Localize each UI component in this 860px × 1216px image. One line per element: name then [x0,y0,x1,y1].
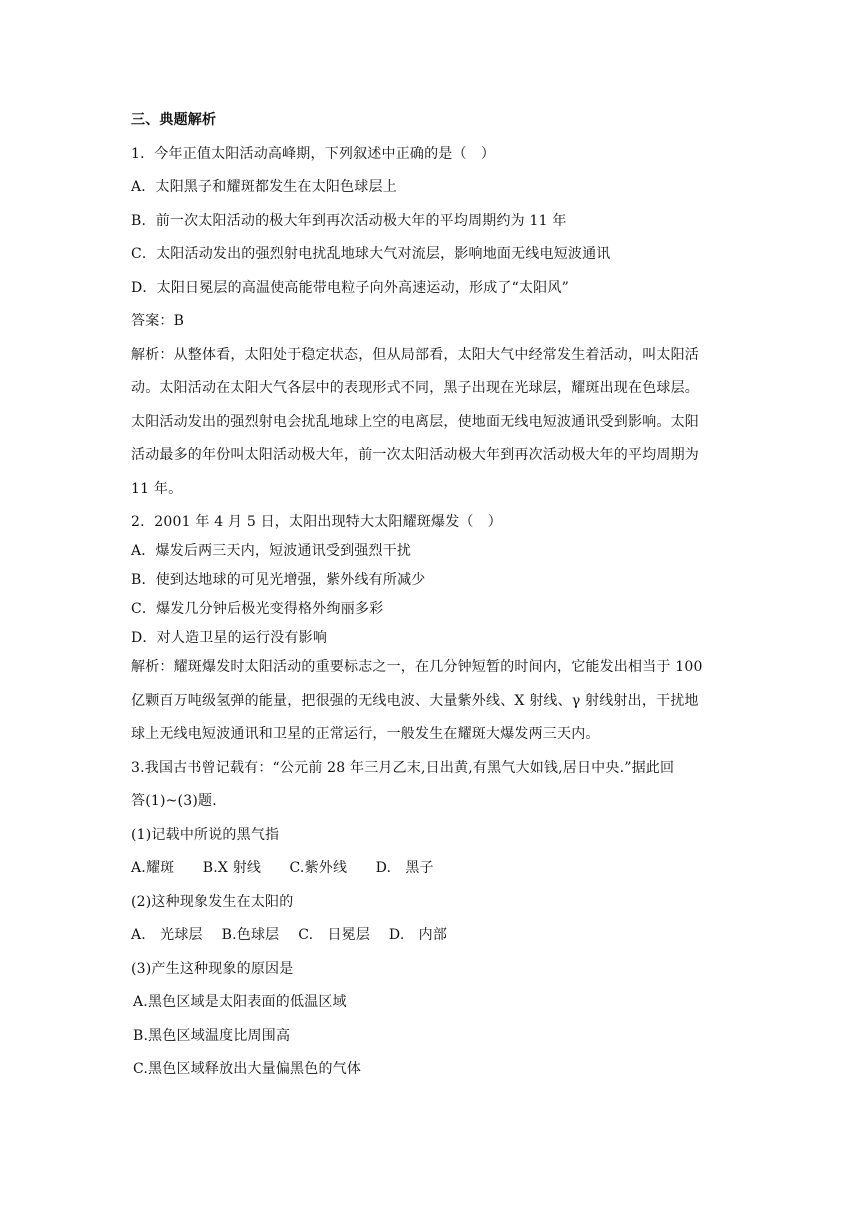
question-1-option-d: D．太阳日冕层的高温使高能带电粒子向外高速运动，形成了“太阳风” [131,279,569,296]
section-heading: 三、典题解析 [131,112,217,128]
question-3-sub1-stem: (1)记载中所说的黑气指 [131,826,280,843]
document-body [131,110,731,1093]
question-1-option-c: C．太阳活动发出的强烈射电扰乱地球大气对流层，影响地面无线电短波通讯 [131,246,611,262]
question-2-option-b: B．使到达地球的可见光增强，紫外线有所减少 [131,572,426,588]
question-1-analysis-line: 太阳活动发出的强烈射电会扰乱地球上空的电离层，使地面无线电短波通讯受到影响。太阳 [131,413,699,430]
question-2-option-d: D．对人造卫星的运行没有影响 [131,630,328,646]
question-1-answer: 答案：B [131,313,185,329]
question-1-option-b: B．前一次太阳活动的极大年到再次活动极大年的平均周期约为 11 年 [131,212,567,229]
question-3-stem-line: 3.我国古书曾记载有：“公元前 28 年三月乙末,日出黄,有黑气大如钱,居日中央.”据此回 [131,759,675,776]
question-1-analysis-line: 动。太阳活动在太阳大气各层中的表现形式不同，黑子出现在光球层，耀斑出现在色球层。 [131,380,699,396]
question-2-option-a: A．爆发后两三天内，短波通讯受到强烈干扰 [131,543,412,559]
question-2-option-c: C．爆发几分钟后极光变得格外绚丽多彩 [131,601,384,617]
question-1-analysis-line: 活动最多的年份叫太阳活动极大年，前一次太阳活动极大年到再次活动极大年的平均周期为 [131,447,699,463]
question-3-stem-line: 答(1)~(3)题. [131,793,217,809]
question-1-stem: 1．今年正值太阳活动高峰期，下列叙述中正确的是（ ） [131,145,496,162]
question-3 [131,758,731,1080]
question-2-analysis-line: 解析：耀斑爆发时太阳活动的重要标志之一，在几分钟短暂的时间内，它能发出相当于 100 [131,659,703,675]
question-3-sub2-options: A. 光球层 B.色球层 C. 日冕层 D. 内部 [131,927,448,943]
question-2-analysis-line: 亿颗百万吨级氢弹的能量，把很强的无线电波、大量紫外线、X 射线、γ 射线射出，干扰地 [131,692,699,709]
question-3-sub1-options: A.耀斑 B.X 射线 C.紫外线 D. 黑子 [131,860,434,876]
question-2-analysis-line: 球上无线电短波通讯和卫星的正常运行，一般发生在耀斑大爆发两三天内。 [131,726,600,742]
question-1-option-a: A．太阳黑子和耀斑都发生在太阳色球层上 [131,179,397,195]
question-2 [131,512,731,744]
question-2-stem: 2．2001 年 4 月 5 日，太阳出现特大太阳耀斑爆发（ ） [131,514,503,530]
question-3-sub3-option-c: C.黑色区域释放出大量偏黑色的气体 [133,1061,362,1077]
question-1-analysis-line: 11 年。 [131,480,183,497]
question-3-sub3-stem: (3)产生这种现象的原因是 [131,960,294,977]
question-3-sub2-stem: (2)这种现象发生在太阳的 [131,893,294,910]
question-3-sub3-option-b: B.黑色区域温度比周围高 [133,1027,291,1044]
question-3-sub3-option-a: A.黑色区域是太阳表面的低温区域 [133,994,347,1010]
question-1 [131,144,731,499]
question-1-analysis-line: 解析：从整体看，太阳处于稳定状态，但从局部看，太阳大气中经常发生着活动，叫太阳活 [131,346,699,363]
